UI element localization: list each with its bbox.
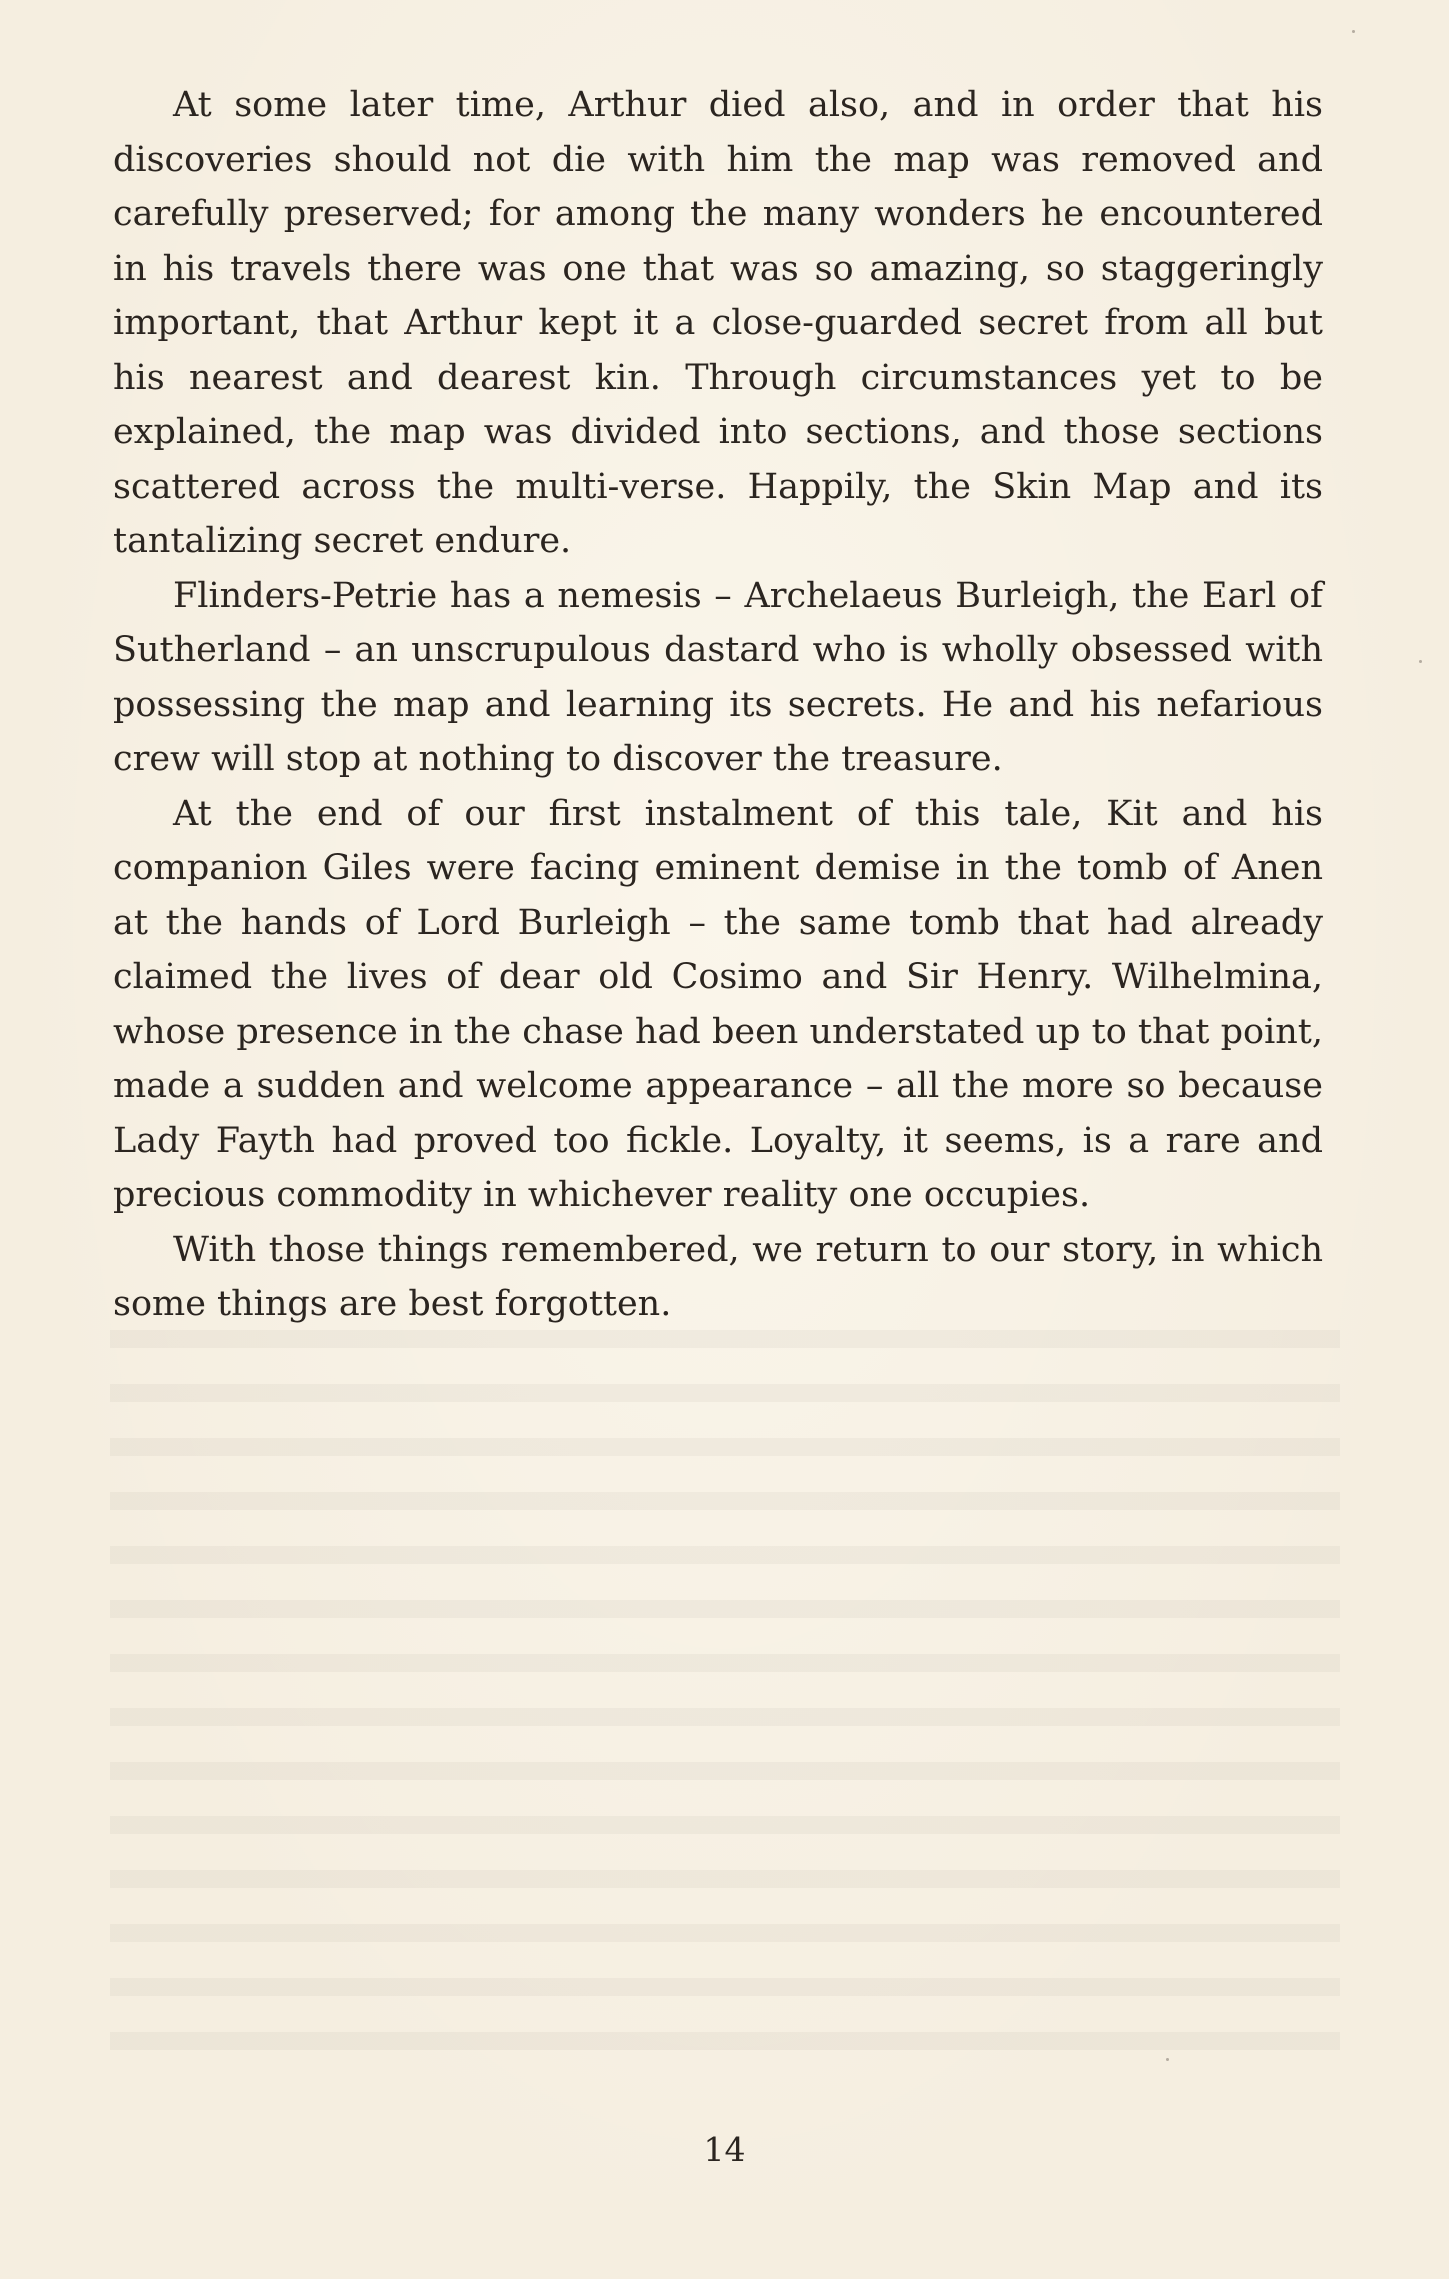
show-through-text	[110, 1330, 1340, 2050]
paper-fleck	[1419, 660, 1422, 663]
paragraph: At some later time, Arthur died also, and in order that his discoveries should not die with him the map was removed and carefully preserved; for among the many wonders he encountered in his travels there was one that was so amazing, so staggeringly important, that Arthur kept it a close-guarded secret from all but his nearest and dearest kin. Through circumstances yet to be explained, the map was divided into sections, and those sections scattered across the multi-verse. Happily, the Skin Map and its tantalizing secret endure.	[113, 85, 1323, 561]
page-number: 14	[703, 2130, 746, 2169]
paragraph: At the end of our first instalment of this tale, Kit and his companion Giles were facing eminent demise in the tomb of Anen at the hands of Lord Burleigh – the same tomb that had already claimed the lives of dear old Cosimo and Sir Henry. Wilhelmina, whose presence in the chase had been understated up to that point, made a sudden and welcome appearance – all the more so because Lady Fayth had proved too fickle. Loyalty, it seems, is a rare and precious commodity in whichever reality one occupies.	[113, 793, 1323, 1215]
paper-fleck	[1352, 30, 1355, 33]
paragraph: With those things remembered, we return to our story, in which some things are best forgotten.	[113, 1229, 1323, 1324]
body-text	[113, 78, 1323, 1332]
paragraph: Flinders-Petrie has a nemesis – Archelaeus Burleigh, the Earl of Sutherland – an unscrupulous dastard who is wholly obsessed with possessing the map and learning its secrets. He and his nefarious crew will stop at nothing to discover the treasure.	[113, 575, 1323, 779]
paper-fleck	[1166, 2058, 1169, 2061]
